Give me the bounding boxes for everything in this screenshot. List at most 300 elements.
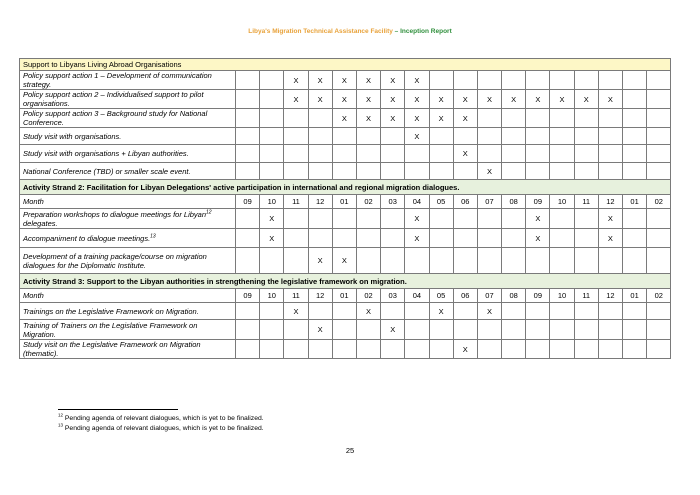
schedule-cell: X — [332, 71, 356, 90]
schedule-cell — [356, 229, 380, 248]
month-cell: 09 — [526, 289, 550, 303]
schedule-cell — [453, 303, 477, 320]
schedule-cell — [260, 320, 284, 340]
schedule-cell — [526, 340, 550, 359]
schedule-cell: X — [477, 90, 501, 109]
month-header-row — [20, 289, 671, 303]
schedule-cell — [429, 71, 453, 90]
schedule-cell — [526, 163, 550, 180]
month-cell: 12 — [308, 289, 332, 303]
activity-text: Trainings on the Legislative Framework on Migration. — [23, 306, 199, 316]
schedule-cell — [429, 229, 453, 248]
schedule-cell — [550, 109, 574, 128]
schedule-cell — [550, 145, 574, 163]
schedule-cell — [526, 320, 550, 340]
schedule-cell: X — [477, 303, 501, 320]
schedule-cell: X — [550, 90, 574, 109]
schedule-cell — [574, 209, 598, 229]
schedule-cell: X — [260, 209, 284, 229]
schedule-cell — [477, 340, 501, 359]
schedule-cell — [647, 229, 671, 248]
month-label: Month — [20, 289, 236, 303]
month-cell: 12 — [598, 289, 622, 303]
schedule-cell — [502, 109, 526, 128]
activity-text: Training of Trainers on the Legislative Framework on Migration. — [23, 320, 198, 339]
schedule-cell: X — [453, 145, 477, 163]
schedule-cell — [405, 340, 429, 359]
schedule-cell — [477, 71, 501, 90]
schedule-cell — [623, 209, 647, 229]
month-label: Month — [20, 195, 236, 209]
schedule-cell: X — [477, 163, 501, 180]
schedule-cell — [381, 340, 405, 359]
month-cell: 07 — [477, 289, 501, 303]
strand-title: Activity Strand 2: Facilitation for Libyan Delegations' active participation in international and regional migration dialogues. — [20, 180, 671, 195]
schedule-cell — [236, 90, 260, 109]
month-cell: 01 — [623, 195, 647, 209]
schedule-cell — [623, 128, 647, 145]
schedule-cell — [284, 209, 308, 229]
schedule-cell — [284, 145, 308, 163]
schedule-cell — [550, 320, 574, 340]
schedule-cell — [623, 303, 647, 320]
schedule-cell: X — [381, 320, 405, 340]
schedule-cell — [526, 145, 550, 163]
schedule-cell — [502, 71, 526, 90]
table-row — [20, 90, 671, 109]
schedule-cell: X — [453, 340, 477, 359]
activity-text: Study visit with organisations + Libyan authorities. — [23, 149, 189, 158]
schedule-cell — [308, 109, 332, 128]
schedule-cell — [502, 248, 526, 274]
schedule-cell — [526, 303, 550, 320]
schedule-cell — [260, 128, 284, 145]
schedule-cell: X — [405, 71, 429, 90]
schedule-cell — [260, 163, 284, 180]
month-cell: 02 — [647, 195, 671, 209]
month-cell: 01 — [623, 289, 647, 303]
activity-text: Study visit on the Legislative Framework on Migration (thematic). — [23, 340, 201, 358]
schedule-cell — [308, 145, 332, 163]
schedule-cell — [332, 128, 356, 145]
month-cell: 07 — [477, 195, 501, 209]
schedule-cell — [260, 145, 284, 163]
schedule-cell — [502, 209, 526, 229]
schedule-cell — [236, 340, 260, 359]
schedule-cell — [647, 340, 671, 359]
schedule-cell — [308, 163, 332, 180]
section-title: Support to Libyans Living Abroad Organisations — [20, 59, 671, 71]
schedule-cell — [308, 209, 332, 229]
month-cell: 04 — [405, 195, 429, 209]
schedule-cell: X — [405, 209, 429, 229]
table-row — [20, 109, 671, 128]
schedule-cell — [284, 163, 308, 180]
activity-text: Accompaniment to dialogue meetings. — [23, 233, 151, 243]
schedule-cell — [574, 109, 598, 128]
schedule-cell — [284, 109, 308, 128]
schedule-cell: X — [356, 303, 380, 320]
month-cell: 12 — [598, 195, 622, 209]
schedule-cell — [284, 229, 308, 248]
schedule-cell — [623, 320, 647, 340]
schedule-cell — [502, 340, 526, 359]
schedule-cell — [598, 109, 622, 128]
page-number: 25 — [345, 446, 355, 455]
activity-text: Policy support action 3 – Background study for National Conference. — [23, 109, 208, 127]
footnote-text: Pending agenda of relevant dialogues, which is yet to be finalized. — [63, 415, 264, 422]
month-cell: 09 — [526, 195, 550, 209]
month-cell: 10 — [550, 195, 574, 209]
footnote — [58, 414, 264, 424]
schedule-cell — [405, 303, 429, 320]
schedule-cell: X — [598, 229, 622, 248]
activity-label — [20, 109, 236, 128]
schedule-cell — [550, 209, 574, 229]
activity-label — [20, 145, 236, 163]
schedule-cell — [502, 229, 526, 248]
schedule-cell — [381, 248, 405, 274]
schedule-cell — [260, 303, 284, 320]
activity-text: National Conference (TBD) or smaller scale event. — [23, 166, 191, 176]
schedule-cell — [429, 163, 453, 180]
schedule-cell — [477, 248, 501, 274]
schedule-cell — [356, 209, 380, 229]
month-cell: 01 — [332, 289, 356, 303]
schedule-cell — [647, 248, 671, 274]
schedule-cell — [429, 320, 453, 340]
schedule-cell: X — [381, 71, 405, 90]
month-cell: 10 — [260, 289, 284, 303]
schedule-cell — [356, 248, 380, 274]
schedule-cell — [647, 71, 671, 90]
schedule-cell: X — [356, 109, 380, 128]
schedule-cell — [260, 109, 284, 128]
schedule-cell — [308, 229, 332, 248]
schedule-cell — [647, 109, 671, 128]
schedule-cell — [598, 163, 622, 180]
month-header-row — [20, 195, 671, 209]
schedule-cell — [356, 163, 380, 180]
schedule-cell — [647, 90, 671, 109]
table-row — [20, 340, 671, 359]
schedule-cell: X — [308, 248, 332, 274]
schedule-cell — [332, 320, 356, 340]
table-row — [20, 71, 671, 90]
schedule-cell: X — [381, 90, 405, 109]
schedule-cell: X — [356, 90, 380, 109]
schedule-cell: X — [429, 90, 453, 109]
header-subtitle: Inception Report — [400, 28, 452, 35]
schedule-cell — [647, 128, 671, 145]
schedule-cell — [623, 340, 647, 359]
schedule-cell — [356, 320, 380, 340]
schedule-cell — [502, 145, 526, 163]
schedule-cell — [236, 229, 260, 248]
schedule-cell: X — [405, 229, 429, 248]
schedule-cell — [381, 128, 405, 145]
strand-title: Activity Strand 3: Support to the Libyan authorities in strengthening the legislative framework on migration. — [20, 274, 671, 289]
schedule-cell — [381, 229, 405, 248]
schedule-cell — [308, 340, 332, 359]
schedule-cell — [356, 340, 380, 359]
schedule-cell — [502, 163, 526, 180]
month-cell: 08 — [502, 289, 526, 303]
schedule-cell: X — [502, 90, 526, 109]
schedule-cell — [332, 163, 356, 180]
schedule-cell — [453, 320, 477, 340]
schedule-cell — [598, 320, 622, 340]
schedule-cell — [623, 71, 647, 90]
footnotes — [58, 414, 264, 433]
strand-header-row — [20, 180, 671, 195]
month-cell: 03 — [381, 289, 405, 303]
schedule-cell — [332, 209, 356, 229]
schedule-cell — [284, 320, 308, 340]
schedule-cell — [477, 145, 501, 163]
schedule-cell — [502, 303, 526, 320]
schedule-cell — [236, 109, 260, 128]
schedule-cell: X — [453, 90, 477, 109]
footnote-number: 12 — [58, 412, 64, 418]
schedule-cell — [574, 320, 598, 340]
footnote-ref: 13 — [150, 233, 156, 239]
schedule-cell — [598, 248, 622, 274]
schedule-cell — [429, 248, 453, 274]
activity-text: Preparation workshops to dialogue meetings for Libyan — [23, 209, 207, 219]
schedule-cell — [236, 71, 260, 90]
table-row — [20, 128, 671, 145]
schedule-cell — [598, 71, 622, 90]
schedule-cell — [550, 248, 574, 274]
schedule-cell — [574, 248, 598, 274]
schedule-cell: X — [332, 109, 356, 128]
month-cell: 04 — [405, 289, 429, 303]
schedule-cell — [356, 128, 380, 145]
schedule-cell — [598, 303, 622, 320]
schedule-cell — [453, 163, 477, 180]
schedule-cell — [623, 229, 647, 248]
activity-label — [20, 71, 236, 90]
footnote-ref: 12 — [206, 209, 212, 215]
month-cell: 08 — [502, 195, 526, 209]
schedule-cell: X — [308, 90, 332, 109]
schedule-cell — [647, 163, 671, 180]
month-cell: 05 — [429, 289, 453, 303]
table-row — [20, 145, 671, 163]
schedule-cell — [477, 320, 501, 340]
schedule-cell — [356, 145, 380, 163]
schedule-cell: X — [526, 90, 550, 109]
schedule-cell — [526, 109, 550, 128]
schedule-cell — [381, 163, 405, 180]
schedule-cell: X — [405, 128, 429, 145]
schedule-cell — [574, 145, 598, 163]
schedule-cell — [526, 248, 550, 274]
schedule-cell — [574, 163, 598, 180]
month-cell: 11 — [574, 289, 598, 303]
schedule-cell — [429, 128, 453, 145]
schedule-cell — [647, 320, 671, 340]
schedule-cell — [260, 71, 284, 90]
month-cell: 09 — [236, 289, 260, 303]
schedule-cell: X — [574, 90, 598, 109]
schedule-cell — [236, 209, 260, 229]
schedule-cell — [598, 340, 622, 359]
schedule-cell: X — [526, 229, 550, 248]
activity-label — [20, 340, 236, 359]
table-row — [20, 209, 671, 229]
table-row — [20, 303, 671, 320]
schedule-cell — [574, 340, 598, 359]
schedule-cell: X — [308, 71, 332, 90]
schedule-cell — [477, 109, 501, 128]
schedule-cell — [381, 209, 405, 229]
schedule-cell — [405, 163, 429, 180]
table-row — [20, 248, 671, 274]
schedule-cell — [429, 145, 453, 163]
activity-text: Development of a training package/course on migration dialogues for the Diplomatic Institute. — [23, 251, 207, 270]
schedule-cell: X — [332, 248, 356, 274]
schedule-cell — [405, 248, 429, 274]
schedule-cell — [236, 163, 260, 180]
month-cell: 06 — [453, 289, 477, 303]
schedule-cell: X — [598, 90, 622, 109]
schedule-cell — [623, 163, 647, 180]
footnote-number: 13 — [58, 422, 64, 428]
schedule-cell — [284, 340, 308, 359]
schedule-cell: X — [526, 209, 550, 229]
month-cell: 06 — [453, 195, 477, 209]
schedule-cell — [598, 145, 622, 163]
month-cell: 12 — [308, 195, 332, 209]
schedule-cell — [647, 303, 671, 320]
schedule-cell — [550, 303, 574, 320]
schedule-cell — [526, 71, 550, 90]
schedule-cell: X — [429, 109, 453, 128]
schedule-cell — [236, 145, 260, 163]
schedule-cell — [574, 229, 598, 248]
month-cell: 01 — [332, 195, 356, 209]
schedule-cell — [284, 248, 308, 274]
schedule-cell — [598, 128, 622, 145]
schedule-cell — [260, 90, 284, 109]
table-row — [20, 163, 671, 180]
schedule-cell — [550, 340, 574, 359]
schedule-cell — [502, 128, 526, 145]
schedule-cell — [284, 128, 308, 145]
month-cell: 09 — [236, 195, 260, 209]
month-cell: 11 — [284, 195, 308, 209]
schedule-cell — [429, 340, 453, 359]
schedule-cell: X — [453, 109, 477, 128]
schedule-cell — [574, 303, 598, 320]
schedule-cell — [453, 209, 477, 229]
schedule-cell — [574, 128, 598, 145]
schedule-cell — [453, 128, 477, 145]
schedule-cell — [550, 128, 574, 145]
month-cell: 11 — [284, 289, 308, 303]
schedule-cell — [647, 209, 671, 229]
schedule-cell — [477, 229, 501, 248]
schedule-cell — [236, 248, 260, 274]
schedule-cell — [453, 71, 477, 90]
schedule-cell — [308, 128, 332, 145]
month-cell: 02 — [356, 195, 380, 209]
footnote-divider — [58, 409, 178, 410]
schedule-cell — [332, 303, 356, 320]
activity-label — [20, 209, 236, 229]
schedule-cell — [453, 248, 477, 274]
schedule-cell: X — [332, 90, 356, 109]
schedule-cell — [332, 145, 356, 163]
month-cell: 02 — [356, 289, 380, 303]
activity-label — [20, 229, 236, 248]
schedule-cell — [623, 145, 647, 163]
schedule-cell: X — [405, 109, 429, 128]
month-cell: 10 — [260, 195, 284, 209]
schedule-cell — [574, 71, 598, 90]
schedule-cell — [260, 340, 284, 359]
schedule-cell — [332, 229, 356, 248]
schedule-cell — [381, 145, 405, 163]
schedule-cell: X — [405, 90, 429, 109]
footnote — [58, 424, 264, 434]
schedule-cell — [502, 320, 526, 340]
schedule-cell — [623, 248, 647, 274]
schedule-cell — [260, 248, 284, 274]
table-row — [20, 320, 671, 340]
schedule-cell: X — [356, 71, 380, 90]
schedule-cell — [405, 320, 429, 340]
month-cell: 03 — [381, 195, 405, 209]
schedule-cell — [550, 71, 574, 90]
schedule-cell — [308, 303, 332, 320]
activity-label — [20, 320, 236, 340]
schedule-cell — [236, 320, 260, 340]
activity-label — [20, 90, 236, 109]
workplan-table — [19, 58, 671, 359]
schedule-cell — [332, 340, 356, 359]
schedule-cell: X — [308, 320, 332, 340]
schedule-cell — [550, 229, 574, 248]
month-cell: 10 — [550, 289, 574, 303]
schedule-cell — [429, 209, 453, 229]
header-title: Libya's Migration Technical Assistance Facility — [248, 28, 393, 35]
activity-label — [20, 128, 236, 145]
section-header-row — [20, 59, 671, 71]
month-cell: 02 — [647, 289, 671, 303]
schedule-cell — [526, 128, 550, 145]
schedule-cell — [453, 229, 477, 248]
schedule-cell: X — [284, 90, 308, 109]
activity-text: Policy support action 2 – Individualised support to pilot organisations. — [23, 90, 204, 108]
strand-header-row — [20, 274, 671, 289]
page-header — [0, 28, 700, 35]
schedule-cell: X — [598, 209, 622, 229]
schedule-cell — [381, 303, 405, 320]
schedule-cell: X — [260, 229, 284, 248]
activity-text-end: delegates. — [23, 218, 58, 228]
footnote-text: Pending agenda of relevant dialogues, which is yet to be finalized. — [63, 424, 264, 432]
schedule-cell — [550, 163, 574, 180]
schedule-cell: X — [284, 71, 308, 90]
month-cell: 05 — [429, 195, 453, 209]
schedule-cell: X — [429, 303, 453, 320]
activity-text: Study visit with organisations. — [23, 131, 122, 141]
schedule-cell: X — [381, 109, 405, 128]
schedule-cell — [405, 145, 429, 163]
